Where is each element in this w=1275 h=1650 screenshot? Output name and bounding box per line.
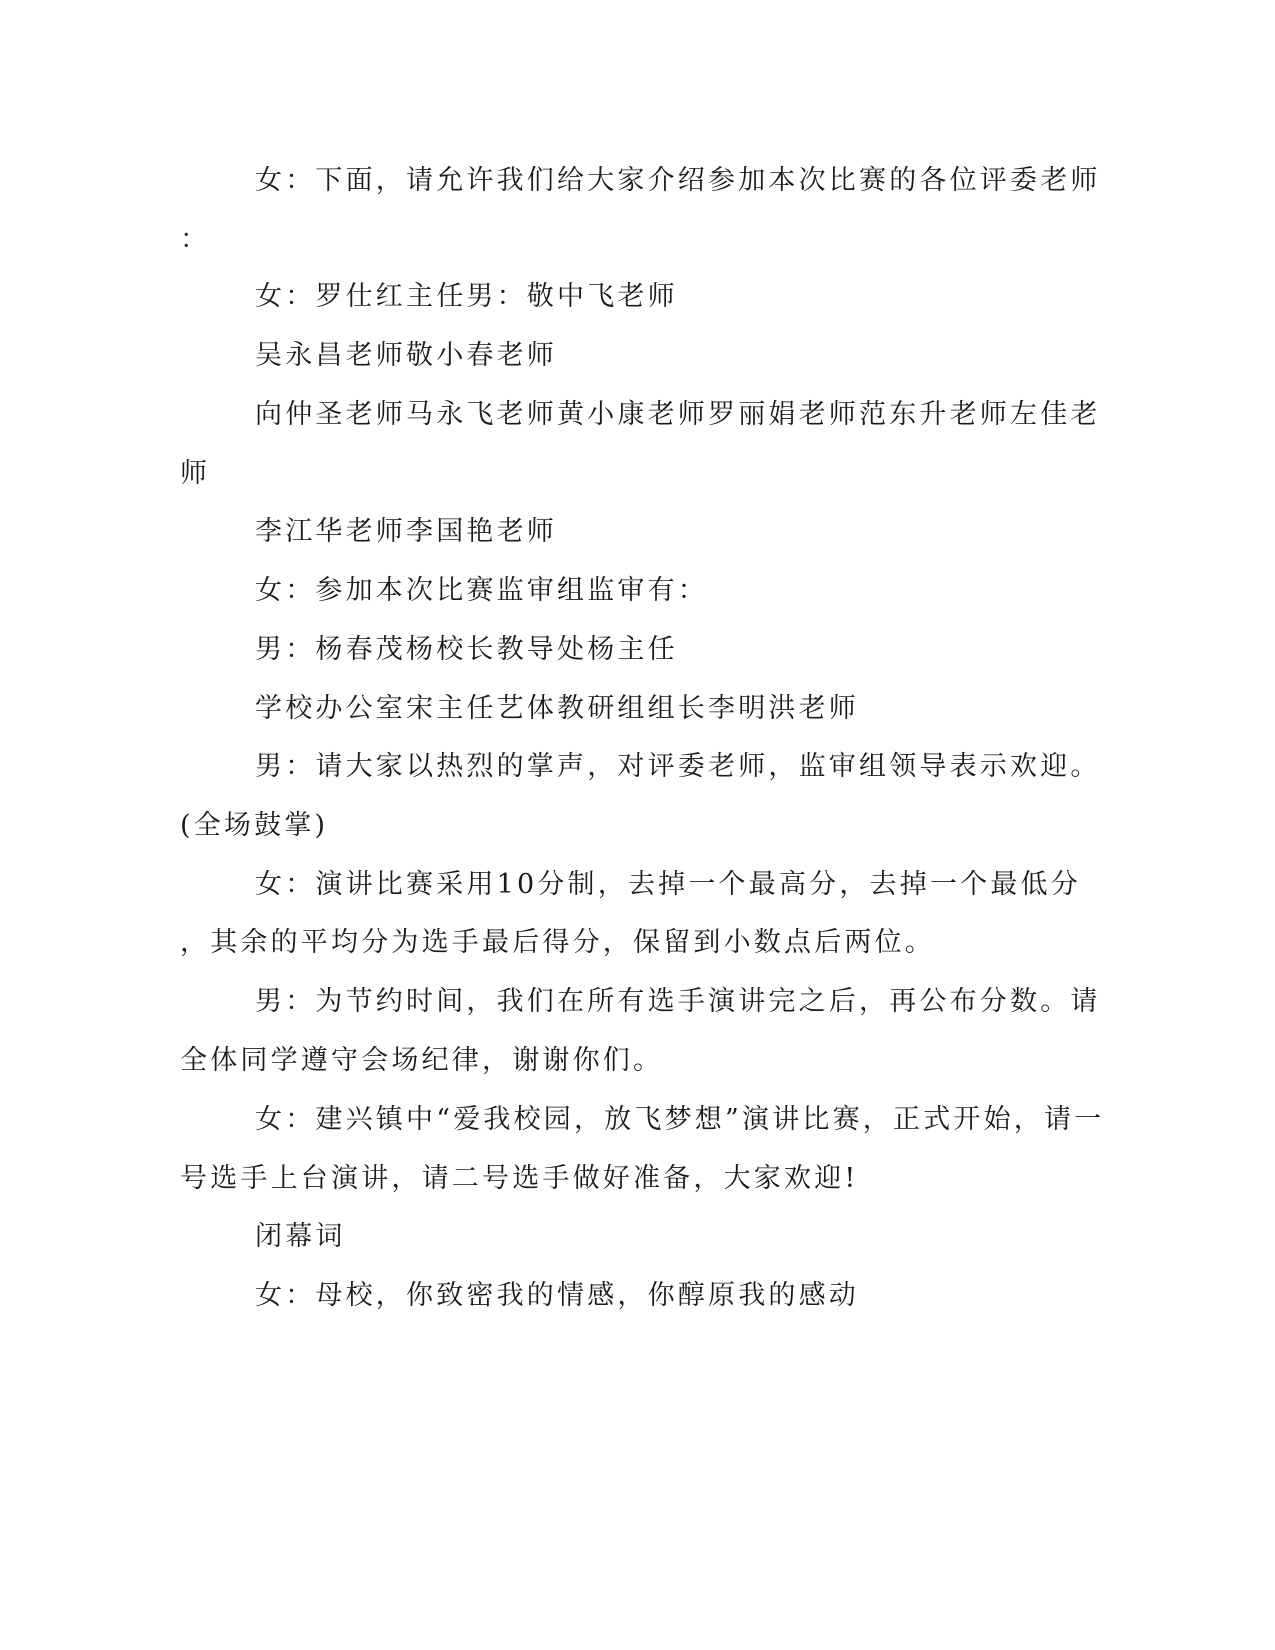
text-line: 师 xyxy=(180,458,211,489)
text-line: 全体同学遵守会场纪律，谢谢你们。 xyxy=(180,1045,664,1076)
text-line: 吴永昌老师敬小春老师 xyxy=(255,340,557,371)
text-line: ，其余的平均分为选手最后得分，保留到小数点后两位。 xyxy=(180,927,935,958)
text-line: 男：杨春茂杨校长教导处杨主任 xyxy=(255,634,678,665)
text-line: (全场鼓掌) xyxy=(180,810,329,841)
text-line: 李江华老师李国艳老师 xyxy=(255,516,557,547)
text-line: 号选手上台演讲，请二号选手做好准备，大家欢迎! xyxy=(180,1163,859,1194)
text-line: 男：为节约时间，我们在所有选手演讲完之后，再公布分数。请 xyxy=(255,986,1101,1017)
text-line: 男：请大家以热烈的掌声，对评委老师，监审组领导表示欢迎。 xyxy=(255,751,1101,782)
text-line: 向仲圣老师马永飞老师黄小康老师罗丽娟老师范东升老师左佳老 xyxy=(255,399,1101,430)
text-line: ： xyxy=(180,224,211,255)
text-line: 女：演讲比赛采用10分制，去掉一个最高分，去掉一个最低分 xyxy=(255,869,1081,900)
text-line: 女：母校，你致密我的情感，你醇原我的感动 xyxy=(255,1280,859,1311)
text-line: 学校办公室宋主任艺体教研组组长李明洪老师 xyxy=(255,693,859,724)
text-line: 闭幕词 xyxy=(255,1221,346,1252)
text-line: 女：下面，请允许我们给大家介绍参加本次比赛的各位评委老师 xyxy=(255,165,1101,196)
text-line: 女：建兴镇中“爱我校园，放飞梦想”演讲比赛，正式开始，请一 xyxy=(255,1104,1105,1135)
text-line: 女：罗仕红主任男：敬中飞老师 xyxy=(255,281,678,312)
text-line: 女：参加本次比赛监审组监审有： xyxy=(255,575,708,606)
